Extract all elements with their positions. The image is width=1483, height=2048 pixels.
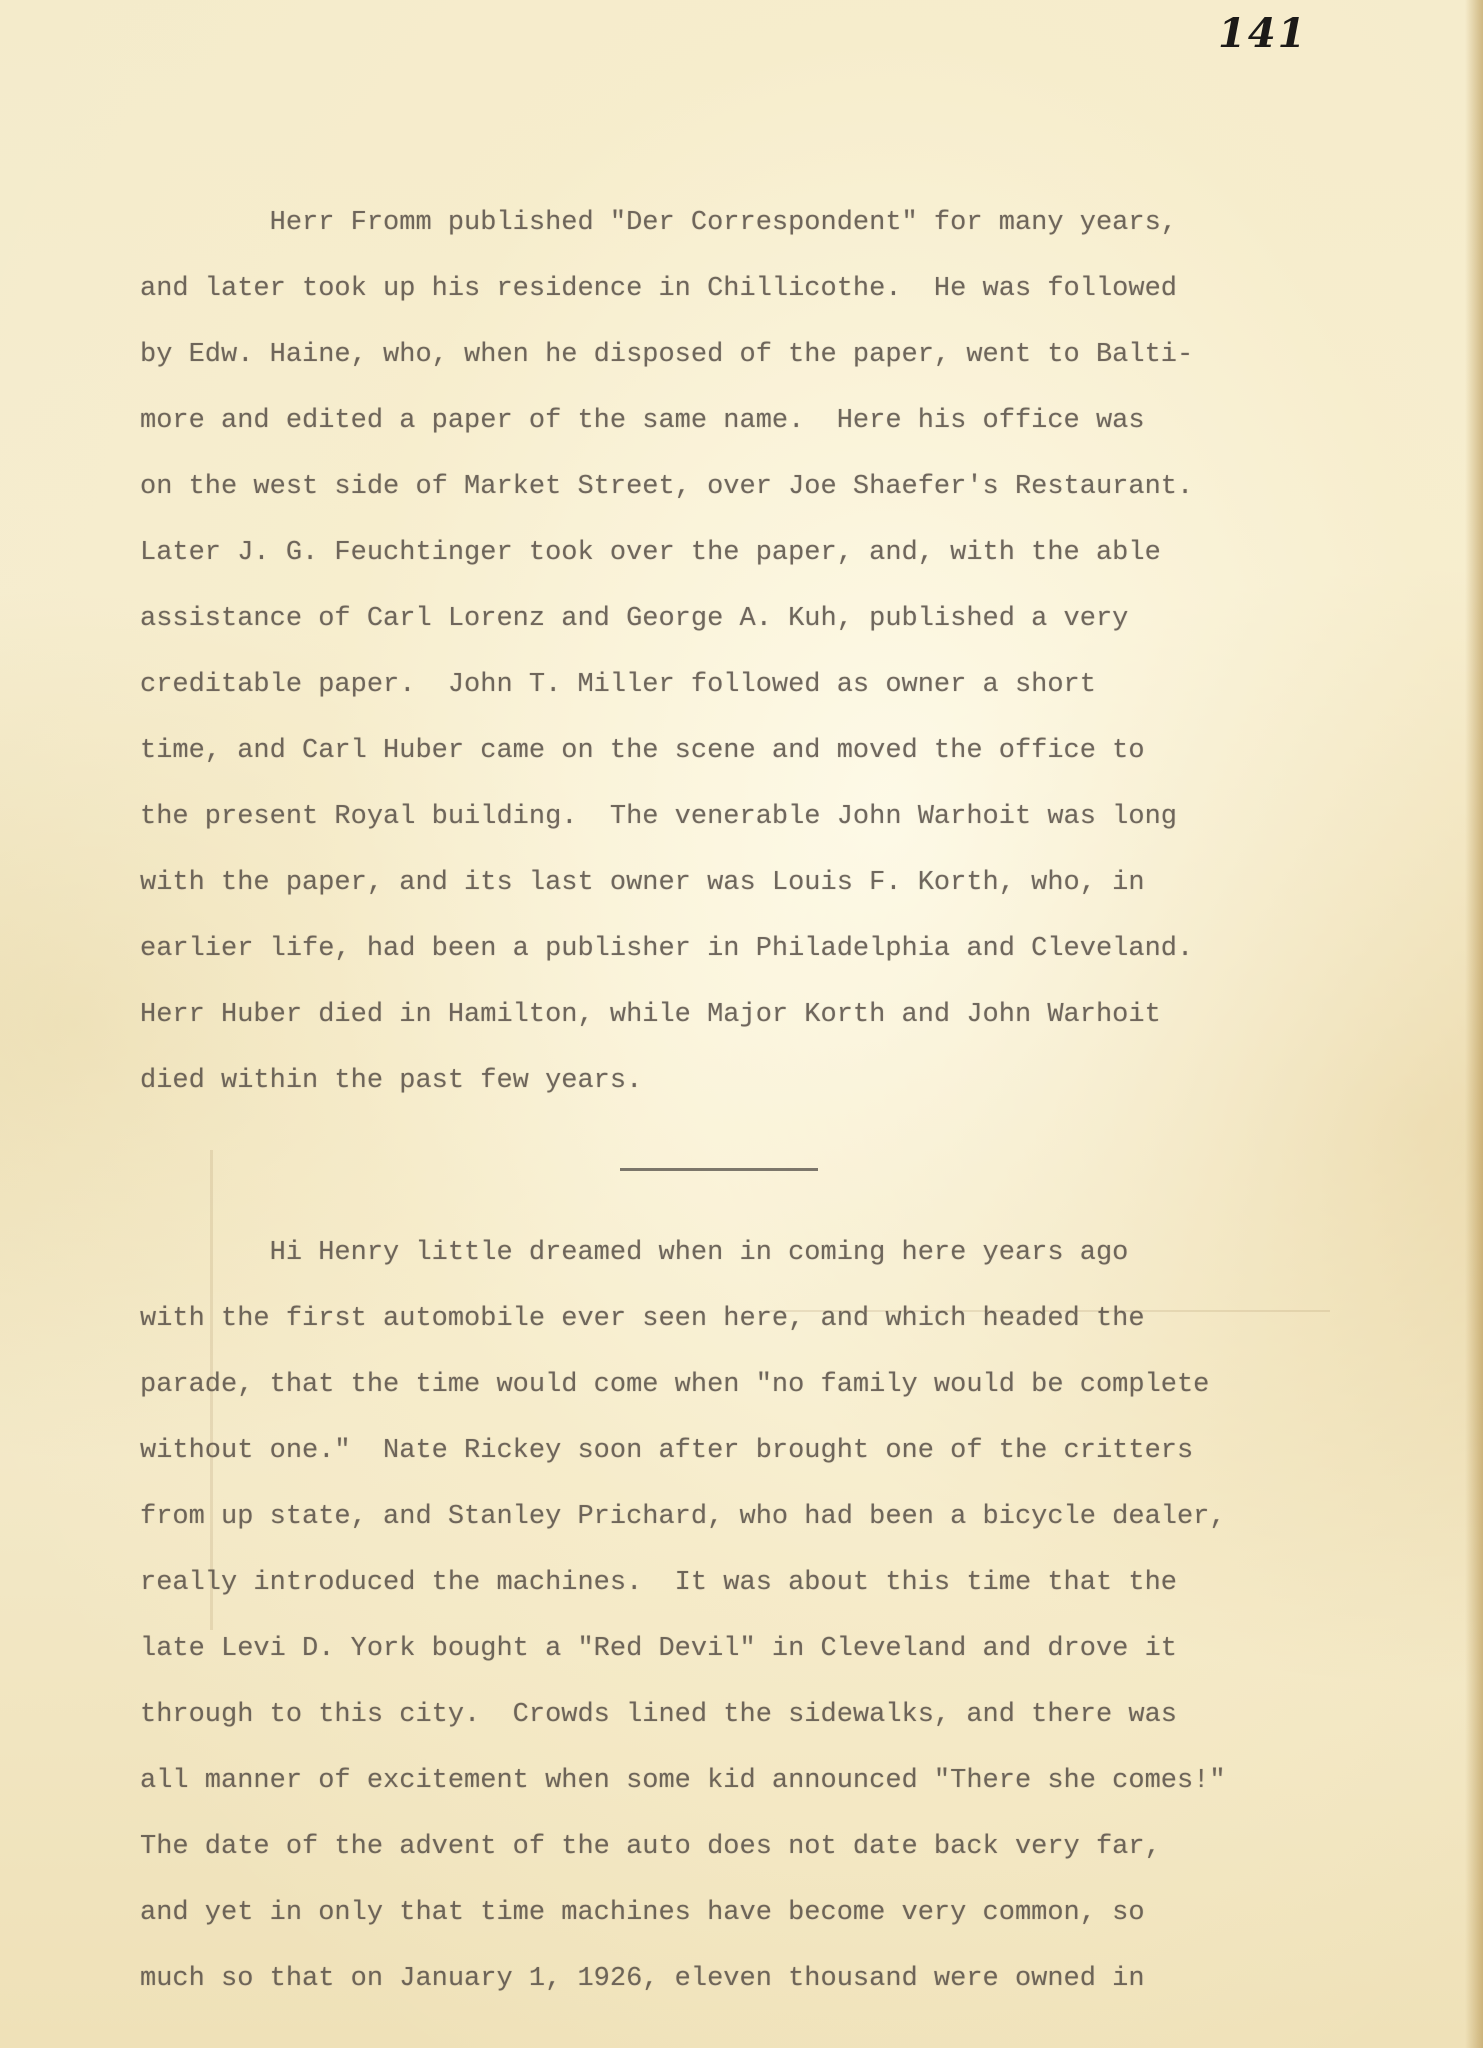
text-line: all manner of excitement when some kid announced "There she comes!" [140,1766,1226,1796]
page-edge-stain [1465,0,1483,2048]
text-line: Later J. G. Feuchtinger took over the paper, and, with the able [140,538,1161,568]
section-divider [620,1168,818,1171]
paragraph-1 [140,190,1420,1114]
text-line: assistance of Carl Lorenz and George A. Kuh, published a very [140,604,1129,634]
page-number: 141 [1218,10,1308,57]
text-line: The date of the advent of the auto does not date back very far, [140,1832,1161,1862]
text-line: Herr Huber died in Hamilton, while Major Korth and John Warhoit [140,1000,1161,1030]
text-line: late Levi D. York bought a "Red Devil" in Cleveland and drove it [140,1634,1177,1664]
text-line: more and edited a paper of the same name. Here his office was [140,406,1145,436]
text-line: with the paper, and its last owner was Louis F. Korth, who, in [140,868,1145,898]
text-line: through to this city. Crowds lined the sidewalks, and there was [140,1700,1177,1730]
text-line: the present Royal building. The venerable John Warhoit was long [140,802,1177,832]
text-line: Herr Fromm published "Der Correspondent" for many years, [140,208,1177,238]
text-line: Hi Henry little dreamed when in coming here years ago [140,1238,1129,1268]
text-line: without one." Nate Rickey soon after brought one of the critters [140,1436,1194,1466]
text-line: much so that on January 1, 1926, eleven thousand were owned in [140,1964,1145,1994]
text-line: earlier life, had been a publisher in Philadelphia and Cleveland. [140,934,1194,964]
text-line: died within the past few years. [140,1066,643,1096]
text-line: and yet in only that time machines have become very common, so [140,1898,1145,1928]
paragraph-2 [140,1220,1420,2012]
text-line: parade, that the time would come when "no family would be complete [140,1370,1210,1400]
text-line: and later took up his residence in Chillicothe. He was followed [140,274,1177,304]
text-line: with the first automobile ever seen here, and which headed the [140,1304,1145,1334]
text-line: time, and Carl Huber came on the scene and moved the office to [140,736,1145,766]
text-line: from up state, and Stanley Prichard, who had been a bicycle dealer, [140,1502,1226,1532]
text-line: creditable paper. John T. Miller followed as owner a short [140,670,1096,700]
text-line: really introduced the machines. It was about this time that the [140,1568,1177,1598]
text-line: by Edw. Haine, who, when he disposed of the paper, went to Balti- [140,340,1194,370]
text-line: on the west side of Market Street, over Joe Shaefer's Restaurant. [140,472,1194,502]
